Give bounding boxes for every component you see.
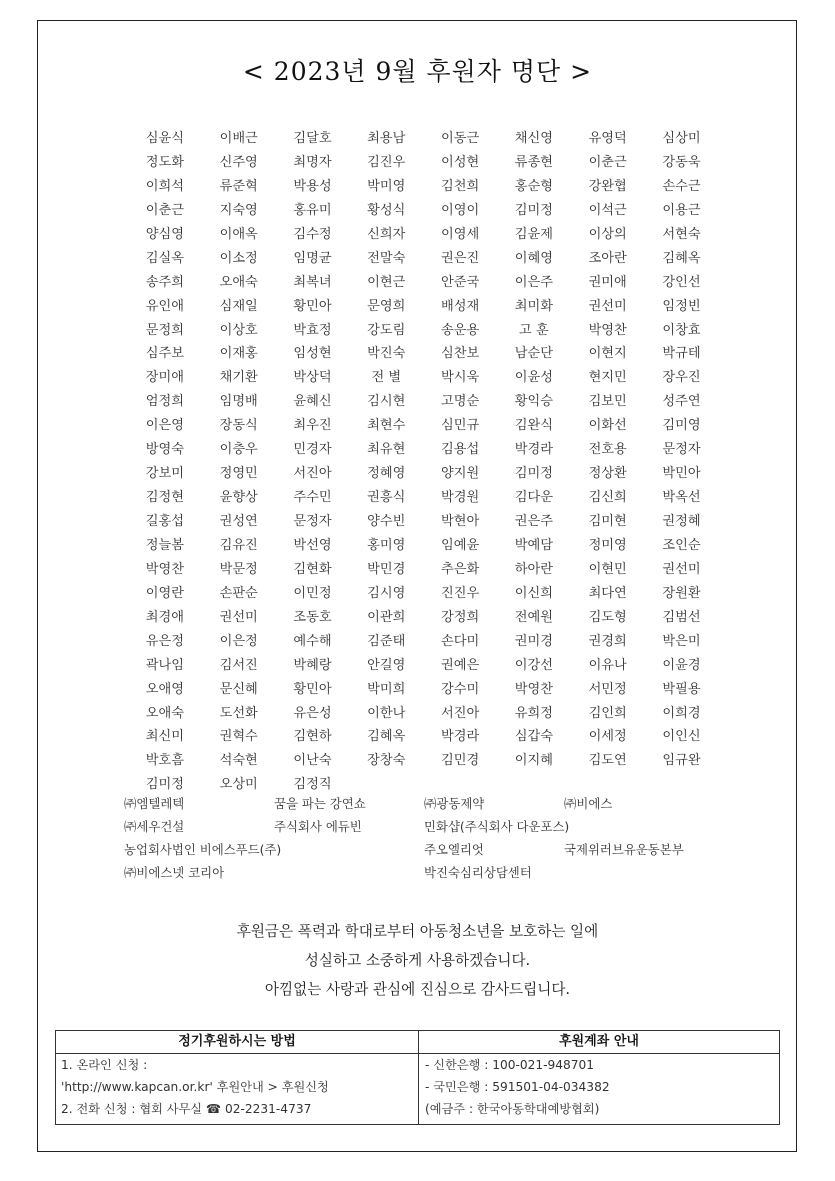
donor-name: 최우진 bbox=[293, 418, 332, 434]
donor-name: 박미희 bbox=[367, 681, 406, 697]
donor-name: 권은주 bbox=[514, 514, 553, 529]
donor-name: 장동식 bbox=[219, 418, 258, 434]
donor-name: 임정빈 bbox=[662, 298, 701, 314]
donor-name: 주수민 bbox=[293, 490, 332, 506]
donor-name: 조인순 bbox=[662, 537, 701, 553]
donor-name: 엄정희 bbox=[145, 394, 184, 410]
donor-name: 최미화 bbox=[514, 298, 553, 314]
donor-name: 유인애 bbox=[145, 298, 184, 314]
donor-name: 김준태 bbox=[367, 633, 406, 649]
donor-name: 심상미 bbox=[662, 131, 701, 146]
donor-name: 박영찬 bbox=[145, 561, 184, 577]
bank-account-heading: 후원계좌 안내 bbox=[419, 1031, 779, 1054]
donor-name: 진진우 bbox=[440, 585, 480, 601]
donor-name: 조동호 bbox=[293, 609, 332, 625]
donor-name: 황민아 bbox=[293, 298, 332, 314]
donor-name: 박경원 bbox=[440, 490, 480, 506]
donor-name: 도선화 bbox=[219, 705, 258, 721]
donor-name: 송주희 bbox=[145, 274, 184, 290]
donor-name: 이춘근 bbox=[145, 202, 184, 218]
donor-name: 강수미 bbox=[440, 681, 480, 697]
donor-name: 장미애 bbox=[145, 370, 184, 386]
donor-name: 김정직 bbox=[293, 777, 332, 793]
donor-name: 임명배 bbox=[219, 394, 258, 410]
donor-name: 이관희 bbox=[367, 609, 406, 625]
donor-name: 김도형 bbox=[588, 609, 627, 625]
donor-name: 이희경 bbox=[662, 705, 701, 721]
donor-name: 박영찬 bbox=[514, 681, 553, 697]
donor-name: 강동욱 bbox=[662, 154, 701, 170]
donor-name: 이세정 bbox=[588, 729, 627, 745]
donor-name: 김수정 bbox=[293, 226, 332, 242]
donor-name: 문정희 bbox=[145, 322, 184, 338]
donor-name: 김미영 bbox=[662, 418, 701, 434]
donor-name: 박현아 bbox=[440, 514, 480, 529]
donor-name: 이용근 bbox=[662, 202, 701, 218]
organization-name: 꿈을 파는 강연쇼 bbox=[274, 796, 366, 811]
page-title: < 2023년 9월 후원자 명단 > bbox=[242, 57, 593, 86]
donor-name: 최유현 bbox=[367, 442, 406, 458]
donor-name: 이현근 bbox=[367, 274, 406, 290]
donor-name: 이유나 bbox=[588, 657, 627, 673]
donor-name: 석숙현 bbox=[219, 753, 258, 769]
donor-name: 남순단 bbox=[514, 346, 553, 362]
donor-name: 오애영 bbox=[145, 681, 184, 697]
donor-name: 김윤제 bbox=[514, 226, 553, 242]
donor-name: 문정자 bbox=[293, 514, 332, 529]
donor-name: 황성식 bbox=[367, 202, 406, 218]
donor-name: 박용성 bbox=[293, 178, 332, 194]
donor-name: 권선미 bbox=[219, 609, 258, 625]
donor-name: 정늘봄 bbox=[145, 537, 184, 553]
donor-name: 손다미 bbox=[440, 633, 480, 649]
donor-name: 김범선 bbox=[662, 609, 701, 625]
donor-name: 이혜영 bbox=[514, 250, 553, 266]
organization-name: ㈜광동제약 bbox=[424, 796, 485, 811]
donor-name: 정혜영 bbox=[367, 466, 406, 482]
donor-name: 이난숙 bbox=[293, 753, 332, 769]
donor-name: 윤향상 bbox=[219, 490, 258, 506]
donor-name: 최현수 bbox=[367, 418, 406, 434]
donor-name: 조아란 bbox=[588, 250, 627, 266]
donor-name: 이배근 bbox=[219, 131, 258, 146]
donor-name: 오애숙 bbox=[219, 274, 258, 290]
donor-name: 최신미 bbox=[145, 729, 184, 745]
donor-name: 박영찬 bbox=[588, 322, 627, 338]
donor-name: 강완협 bbox=[588, 178, 627, 194]
donor-name: 김현하 bbox=[293, 729, 332, 745]
donor-name: 홍순형 bbox=[514, 178, 553, 194]
donor-name: 박문정 bbox=[219, 561, 258, 577]
donor-name: 정도화 bbox=[145, 154, 184, 170]
donor-name: 이창효 bbox=[662, 322, 701, 338]
donor-name: 임명균 bbox=[293, 250, 332, 266]
donor-name: 장창숙 bbox=[367, 753, 406, 769]
donor-name: 류종현 bbox=[514, 154, 553, 170]
donor-name: 박상덕 bbox=[293, 370, 332, 386]
donor-name: 황익승 bbox=[514, 394, 553, 410]
donor-name: 김시현 bbox=[367, 394, 406, 410]
donor-name: 신주영 bbox=[219, 154, 258, 170]
donor-name: 김보민 bbox=[588, 394, 627, 410]
donor-name: 김용섭 bbox=[440, 442, 480, 458]
donor-name: 김현화 bbox=[293, 561, 332, 577]
message-line: 성실하고 소중하게 사용하겠습니다. bbox=[304, 952, 531, 969]
organization-name: ㈜세우건설 bbox=[124, 819, 185, 834]
donor-name: 이은정 bbox=[219, 633, 258, 649]
donor-name: 심찬보 bbox=[440, 346, 480, 362]
donor-name: 문정자 bbox=[662, 442, 701, 458]
donor-name: 유영덕 bbox=[588, 131, 627, 146]
donor-name: 성주연 bbox=[662, 394, 701, 410]
donor-name: 지숙영 bbox=[219, 202, 258, 218]
donor-name: 박진숙 bbox=[367, 346, 406, 362]
donor-name: 이윤성 bbox=[514, 370, 553, 386]
donor-name: 심주보 bbox=[145, 346, 184, 362]
donor-name: 이영세 bbox=[440, 226, 480, 242]
donor-name: 이강선 bbox=[514, 657, 553, 673]
donor-name: 최경애 bbox=[145, 609, 184, 625]
donor-name: 장우진 bbox=[662, 370, 701, 386]
donor-name: 권흥식 bbox=[367, 490, 406, 506]
donor-name: 권경희 bbox=[588, 633, 627, 649]
donor-name: 이충우 bbox=[219, 442, 258, 458]
donor-name: 채신영 bbox=[514, 131, 553, 146]
donor-name: 박효정 bbox=[293, 322, 332, 338]
donor-name: 방영숙 bbox=[145, 442, 184, 458]
donor-name: 최복녀 bbox=[293, 274, 332, 290]
donor-name: 김혜옥 bbox=[662, 250, 701, 266]
donor-name: 이석근 bbox=[588, 202, 627, 218]
donor-name: 양심영 bbox=[145, 226, 184, 242]
message-line: 후원금은 폭력과 학대로부터 아동청소년을 보호하는 일에 bbox=[236, 923, 599, 940]
thank-you-message bbox=[0, 917, 835, 1004]
donor-name: 이현민 bbox=[588, 561, 627, 577]
donor-name: 이희석 bbox=[145, 178, 184, 194]
account-line: - 국민은행 : 591501-04-034382 bbox=[425, 1080, 610, 1094]
donor-name: 임성현 bbox=[293, 346, 332, 362]
donor-name: 윤혜신 bbox=[293, 394, 332, 410]
donor-name: 정상환 bbox=[588, 466, 627, 482]
donor-name: 이영이 bbox=[440, 202, 480, 218]
donor-name: 김시영 bbox=[367, 585, 406, 601]
donor-name: 홍유미 bbox=[293, 202, 332, 218]
donor-name: 김미정 bbox=[514, 466, 553, 482]
donor-name: 문신혜 bbox=[219, 681, 258, 697]
donor-name: 박규테 bbox=[662, 346, 701, 362]
donor-name: 권미경 bbox=[514, 633, 553, 649]
donor-name: 길홍섭 bbox=[145, 514, 184, 529]
donor-name: 홍미영 bbox=[367, 537, 406, 553]
donor-name: 권선미 bbox=[662, 561, 701, 577]
donor-name: 심민규 bbox=[440, 418, 480, 434]
account-holder-line: (예금주 : 한국아동학대예방협회) bbox=[425, 1102, 600, 1116]
donor-name: 서진아 bbox=[293, 466, 332, 482]
donor-name: 강정희 bbox=[440, 609, 480, 625]
donor-name: 이소정 bbox=[219, 250, 258, 266]
donor-name: 권혁수 bbox=[219, 729, 258, 745]
donor-name: 강도림 bbox=[367, 322, 406, 338]
donor-name: 최다연 bbox=[588, 585, 627, 601]
donor-name: 이은주 bbox=[514, 274, 553, 290]
donor-name: 유희정 bbox=[514, 705, 553, 721]
donor-name: 박예담 bbox=[514, 537, 553, 553]
donor-name: 문영희 bbox=[367, 298, 406, 314]
organization-row bbox=[124, 792, 724, 815]
donor-name: 김미정 bbox=[145, 777, 184, 793]
donor-name: 서현숙 bbox=[662, 226, 701, 242]
bank-account-info bbox=[419, 1031, 779, 1124]
donor-name: 강인선 bbox=[662, 274, 701, 290]
donor-name: 김유진 bbox=[219, 537, 258, 553]
donor-name: 이동근 bbox=[440, 131, 480, 146]
donor-name: 최용남 bbox=[367, 131, 406, 146]
donor-name: 박호흠 bbox=[145, 753, 184, 769]
donor-name: 김서진 bbox=[219, 657, 258, 673]
organization-name: 주식회사 에듀빈 bbox=[274, 819, 362, 834]
donor-name: 권미애 bbox=[588, 274, 627, 290]
donor-name: 신희자 bbox=[367, 226, 406, 242]
donor-name: 권성연 bbox=[219, 514, 258, 529]
donor-name: 박민경 bbox=[367, 561, 406, 577]
donor-name: 정미영 bbox=[588, 537, 627, 553]
donor-name: 김도연 bbox=[588, 753, 627, 769]
donor-name: 송운용 bbox=[440, 322, 480, 338]
donor-name: 민경자 bbox=[293, 442, 332, 458]
donor-name: 하아란 bbox=[514, 561, 553, 577]
donor-name: 박은미 bbox=[662, 633, 701, 649]
donor-name: 전호용 bbox=[588, 442, 627, 458]
account-line: - 신한은행 : 100-021-948701 bbox=[425, 1058, 595, 1072]
donor-name: 김신희 bbox=[588, 490, 627, 506]
donor-name: 이신희 bbox=[514, 585, 553, 601]
donor-name: 고 훈 bbox=[519, 322, 549, 338]
donor-name: 유은성 bbox=[293, 705, 332, 721]
donor-name: 김정현 bbox=[145, 490, 184, 506]
donor-name: 임규완 bbox=[662, 753, 701, 769]
donor-name: 오애숙 bbox=[145, 705, 184, 721]
donor-name: 박미영 bbox=[367, 178, 406, 194]
phone-line: 2. 전화 신청 : 협회 사무실 ☎ 02-2231-4737 bbox=[61, 1102, 312, 1116]
message-line: 아낌없는 사랑과 관심에 진심으로 감사드립니다. bbox=[264, 981, 571, 998]
donor-name: 박경라 bbox=[440, 729, 480, 745]
donor-name: 양지원 bbox=[440, 466, 480, 482]
donor-name: 김미정 bbox=[514, 202, 553, 218]
organization-row bbox=[124, 815, 724, 838]
donor-name: 곽나임 bbox=[145, 657, 184, 673]
donor-name: 이애옥 bbox=[219, 226, 258, 242]
donor-name: 추은화 bbox=[440, 561, 480, 577]
donor-name: 이인신 bbox=[662, 729, 701, 745]
regular-donation-heading: 정기후원하시는 방법 bbox=[56, 1031, 418, 1054]
donor-name: 김혜옥 bbox=[367, 729, 406, 745]
donor-name: 김달호 bbox=[293, 131, 332, 146]
donor-name: 이성현 bbox=[440, 154, 480, 170]
donor-name: 이춘근 bbox=[588, 154, 627, 170]
donor-name: 전예원 bbox=[514, 609, 553, 625]
organization-name: 민화샵(주식회사 다운포스) bbox=[424, 819, 570, 834]
donor-name: 박시욱 bbox=[440, 370, 480, 386]
donor-name: 안길영 bbox=[367, 657, 406, 673]
donor-name: 최명자 bbox=[293, 154, 332, 170]
donor-name: 이현지 bbox=[588, 346, 627, 362]
donor-name: 장원환 bbox=[662, 585, 701, 601]
organization-name: 농업회사법인 비에스푸드(주) bbox=[124, 842, 282, 857]
donor-name: 권정혜 bbox=[662, 514, 701, 529]
donor-name: 박선영 bbox=[293, 537, 332, 553]
donor-name: 손수근 bbox=[662, 178, 701, 194]
donor-name: 이윤경 bbox=[662, 657, 701, 673]
donor-name: 배성재 bbox=[440, 298, 480, 314]
donor-name: 양수빈 bbox=[367, 514, 406, 529]
organization-row bbox=[124, 838, 724, 861]
donor-name: 이재홍 bbox=[219, 346, 258, 362]
donor-name: 박필용 bbox=[662, 681, 701, 697]
donor-name: 박민아 bbox=[662, 466, 701, 482]
donor-name: 강보미 bbox=[145, 466, 184, 482]
donor-name: 이지혜 bbox=[514, 753, 553, 769]
donor-name: 임예윤 bbox=[440, 537, 480, 553]
organization-list bbox=[124, 792, 724, 884]
method-line: 1. 온라인 신청 : bbox=[61, 1058, 148, 1072]
donor-name: 전말숙 bbox=[367, 250, 406, 266]
donor-name: 정영민 bbox=[219, 466, 258, 482]
donor-name: 권예은 bbox=[440, 657, 480, 673]
donor-name: 김인희 bbox=[588, 705, 627, 721]
organization-name: ㈜비에스넷 코리아 bbox=[124, 865, 225, 880]
donor-name: 이상호 bbox=[219, 322, 258, 338]
donor-name: 박옥선 bbox=[662, 490, 701, 506]
donor-name: 심윤식 bbox=[145, 131, 184, 146]
donor-name-grid bbox=[128, 127, 718, 797]
donation-info-box bbox=[55, 1030, 780, 1125]
donor-name: 박경라 bbox=[514, 442, 553, 458]
donor-name: 박혜랑 bbox=[293, 657, 332, 673]
donor-name: 안준국 bbox=[440, 274, 480, 290]
donor-name: 이영란 bbox=[145, 585, 184, 601]
donor-name: 김미현 bbox=[588, 514, 627, 529]
organization-row bbox=[124, 861, 724, 884]
donor-name: 서민정 bbox=[588, 681, 627, 697]
donor-name: 심재일 bbox=[219, 298, 258, 314]
donor-name: 손판순 bbox=[219, 585, 258, 601]
donor-name: 권은진 bbox=[440, 250, 480, 266]
donor-name: 이화선 bbox=[588, 418, 627, 434]
donor-name: 현지민 bbox=[588, 370, 627, 386]
donor-name: 류준혁 bbox=[219, 178, 258, 194]
donor-name: 이상의 bbox=[588, 226, 627, 242]
donor-name: 서진아 bbox=[440, 705, 480, 721]
donor-name: 이민정 bbox=[293, 585, 332, 601]
donor-name: 김완식 bbox=[514, 418, 553, 434]
donor-name: 김민경 bbox=[440, 753, 480, 769]
donor-name: 이한나 bbox=[367, 705, 406, 721]
donor-name: 김다운 bbox=[514, 490, 553, 506]
donor-name: 김진우 bbox=[367, 154, 406, 170]
donor-name: 고명순 bbox=[440, 394, 480, 410]
donor-name: 권선미 bbox=[588, 298, 627, 314]
organization-name: ㈜비에스 bbox=[564, 796, 613, 811]
donor-name: 심갑숙 bbox=[514, 729, 553, 745]
organization-name: 박진숙심리상담센터 bbox=[424, 865, 532, 880]
organization-name: 국제위러브유운동본부 bbox=[564, 842, 684, 857]
donor-name: 이은영 bbox=[145, 418, 184, 434]
donor-name: 채기환 bbox=[219, 370, 258, 386]
donor-name: 황민아 bbox=[293, 681, 332, 697]
donor-name: 전 별 bbox=[371, 370, 402, 386]
donor-name: 유은정 bbox=[145, 633, 184, 649]
donor-name: 김천희 bbox=[440, 178, 480, 194]
website-link[interactable]: 'http://www.kapcan.or.kr' 후원안내 > 후원신청 bbox=[61, 1080, 329, 1094]
donor-name: 오상미 bbox=[219, 777, 258, 793]
donor-name: 예수해 bbox=[293, 633, 332, 649]
organization-name: 주오엘리엇 bbox=[424, 842, 484, 857]
regular-donation-method bbox=[56, 1031, 419, 1124]
organization-name: ㈜엠텔레텍 bbox=[124, 796, 185, 811]
donor-name: 김실옥 bbox=[145, 250, 184, 266]
